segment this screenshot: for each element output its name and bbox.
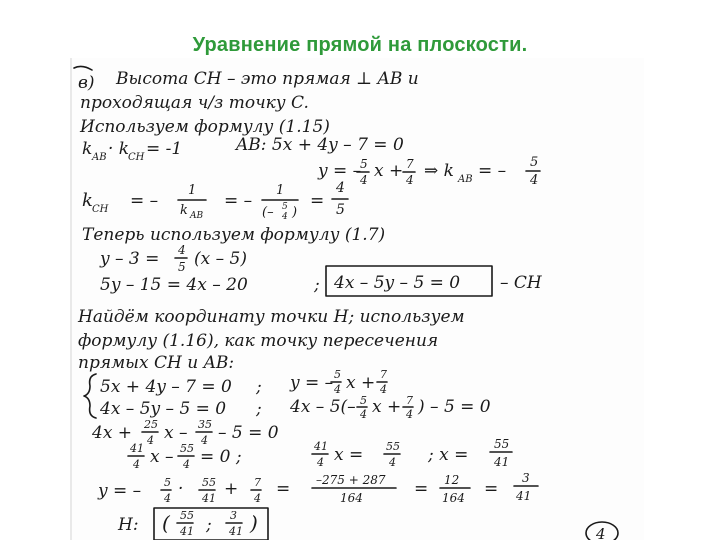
- note-line-3: Используем формулу (1.15): [80, 117, 330, 137]
- frac-den: 5: [336, 202, 345, 218]
- point-slope-end: (x – 5): [194, 249, 247, 269]
- frac-num: 55: [494, 437, 510, 451]
- frac-num: 5: [334, 368, 341, 381]
- k-ab-subscript: AB: [190, 211, 204, 221]
- frac-num: 1: [188, 183, 197, 198]
- line-ab-equation: AB: 5x + 4y – 7 = 0: [236, 135, 404, 155]
- equals-minus: = –: [130, 191, 159, 211]
- system-eq-1: 5x + 4y – 7 = 0: [100, 377, 232, 397]
- separator: ;: [206, 515, 212, 535]
- system-brace: [84, 374, 96, 418]
- frac-den: 4: [282, 212, 288, 222]
- x-result-label: ; x =: [428, 445, 469, 465]
- frac-num: 7: [406, 157, 414, 171]
- frac-den: 41: [229, 525, 243, 538]
- frac-num: 3: [522, 471, 530, 485]
- frac-den: 4: [201, 434, 208, 447]
- frac-den: 4: [334, 383, 341, 396]
- frac-num: 12: [444, 473, 460, 487]
- frac-num: 5: [360, 394, 367, 407]
- frac-num: 55: [202, 476, 216, 489]
- frac-den: 4: [317, 456, 324, 469]
- page-number: 4: [596, 525, 606, 540]
- collect-end: – 5 = 0: [218, 423, 279, 443]
- frac-num: 5: [164, 476, 171, 489]
- frac-num: 55: [386, 440, 400, 453]
- note-line-11: формулу (1.16), как точку пересечения: [78, 331, 439, 351]
- frac-den: 4: [183, 458, 190, 471]
- paren-open: (: [162, 511, 170, 535]
- solve-mid: x –: [150, 447, 174, 467]
- frac-den: 4: [406, 408, 413, 421]
- x-equals: x =: [334, 445, 364, 465]
- frac-num: 3: [230, 509, 237, 522]
- frac-den: 4: [380, 383, 387, 396]
- paren-close: ): [292, 205, 298, 220]
- frac-den: 5: [178, 260, 186, 274]
- frac-den: 41: [494, 455, 510, 469]
- separator: ;: [256, 377, 262, 397]
- frac-den: 4: [530, 173, 539, 188]
- ab-slope-form-start: y = –: [318, 161, 362, 181]
- note-line-2: проходящая ч/з точку C.: [80, 93, 309, 113]
- point-slope-start: y – 3 =: [100, 249, 160, 269]
- frac-num: 55: [180, 442, 194, 455]
- ch-equation: 4x – 5y – 5 = 0: [334, 273, 461, 293]
- frac-num: 55: [180, 509, 194, 522]
- frac-num: 7: [406, 394, 413, 407]
- equals-sign: =: [276, 479, 291, 499]
- frac-den: 4: [164, 492, 171, 505]
- frac-den: 4: [406, 173, 414, 187]
- k-ab-subscript: AB: [92, 152, 107, 163]
- frac-num: –275 + 287: [316, 473, 386, 487]
- ab-slope-form-mid: x +: [374, 161, 404, 181]
- plus-sign: +: [224, 479, 239, 499]
- frac-num: 1: [276, 183, 285, 198]
- frac-num: 35: [198, 418, 212, 431]
- frac-den-k: k: [180, 203, 188, 218]
- equals-minus: = –: [224, 191, 253, 211]
- substitution-start: 4x – 5(–: [290, 397, 356, 417]
- ch-label: – CH: [500, 273, 542, 293]
- part-label-circle: [74, 66, 92, 70]
- substitution-end: ) – 5 = 0: [418, 397, 491, 417]
- frac-num: 5: [360, 157, 368, 171]
- k-ab-symbol: k: [82, 139, 93, 159]
- y-equals: y = –: [98, 481, 142, 501]
- solve-end: = 0 ;: [200, 447, 242, 467]
- frac-num: 5: [530, 155, 539, 170]
- note-line-12: прямых CH и AB:: [78, 353, 235, 373]
- separator: ;: [314, 275, 320, 295]
- frac-num: 25: [144, 418, 158, 431]
- note-line-7: Теперь используем формулу (1.7): [82, 225, 386, 245]
- point-h-label: H:: [118, 515, 139, 535]
- implies-k: ⇒ k: [424, 161, 454, 181]
- ab-slope-form-start: y = –: [290, 373, 334, 393]
- frac-den: 41: [202, 492, 216, 505]
- system-eq-2: 4x – 5y – 5 = 0: [100, 399, 227, 419]
- note-line-10: Найдём координату точки H; используем: [78, 307, 465, 327]
- frac-den: 4: [147, 434, 154, 447]
- frac-num: 4: [178, 243, 186, 257]
- k-ch-symbol: · k: [108, 139, 130, 159]
- frac-num: 7: [380, 368, 387, 381]
- collect-start: 4x +: [92, 423, 133, 443]
- slide-title: Уравнение прямой на плоскости.: [192, 34, 528, 56]
- substitution-mid: x +: [372, 397, 402, 417]
- k-ab-subscript: AB: [458, 174, 473, 185]
- part-label: в): [78, 73, 95, 93]
- frac-den: 4: [133, 458, 140, 471]
- frac-den: 4: [360, 173, 368, 187]
- frac-den: 164: [442, 491, 465, 505]
- equals-minus: = –: [478, 161, 507, 181]
- collect-mid: x –: [164, 423, 188, 443]
- frac-num: 41: [314, 440, 328, 453]
- frac-den: 4: [254, 492, 261, 505]
- frac-den: 41: [516, 489, 532, 503]
- perpendicular-condition: = -1: [146, 139, 183, 159]
- equals-sign: =: [484, 479, 499, 499]
- equals-sign: =: [414, 479, 429, 499]
- paren-open: (–: [262, 205, 274, 220]
- k-ch-subscript: CH: [92, 204, 109, 215]
- k-ch-subscript: CH: [128, 152, 145, 163]
- equals-sign: =: [310, 191, 325, 211]
- frac-den: 4: [360, 408, 367, 421]
- ab-slope-form-mid: x +: [346, 373, 376, 393]
- expanded-equation: 5y – 15 = 4x – 20: [100, 275, 248, 295]
- frac-num: 41: [130, 442, 144, 455]
- separator: ;: [256, 399, 262, 419]
- frac-num: 5: [282, 202, 288, 212]
- paren-close: ): [250, 511, 258, 535]
- frac-num: 7: [254, 476, 261, 489]
- frac-den: 164: [340, 491, 363, 505]
- frac-num: 4: [336, 180, 345, 196]
- frac-den: 41: [180, 525, 194, 538]
- frac-den: 4: [389, 456, 396, 469]
- k-ch-symbol: k: [82, 190, 93, 211]
- multiply-dot: ·: [178, 479, 184, 499]
- note-line-1: Высота CH – это прямая ⊥ AB и: [116, 69, 419, 89]
